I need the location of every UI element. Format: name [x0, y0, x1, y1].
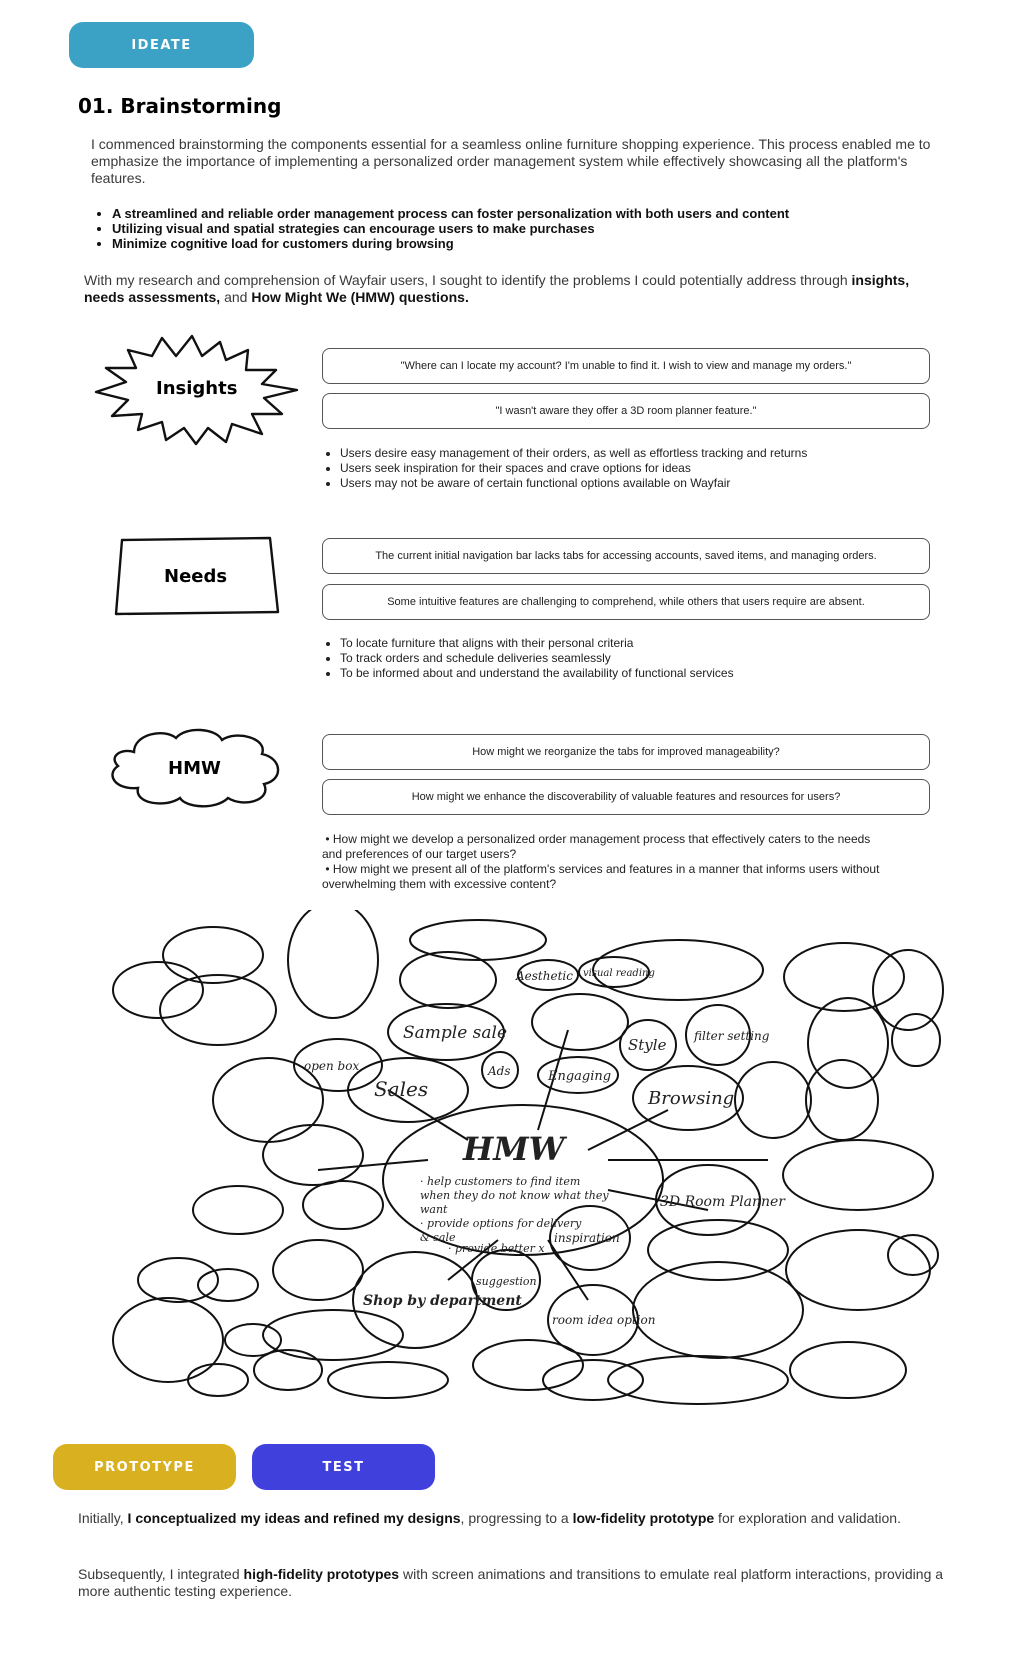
mindmap-center-note: · provide options for delivery	[420, 1217, 582, 1230]
mindmap-node-label: Aesthetic	[516, 969, 573, 983]
hmw-list	[322, 832, 882, 892]
mindmap-center-note: · provide better x	[448, 1242, 545, 1255]
insights-list	[320, 446, 807, 491]
insight-quote-box: "I wasn't aware they offer a 3D room planner feature."	[322, 393, 930, 429]
list-item: • Users desire easy management of their orders, as well as effortless tracking and returns	[340, 446, 807, 461]
research-text: With my research and comprehension of Wayfair users, I sought to identify the problems I could potentially address through	[84, 272, 852, 288]
ideate-stage-tag: IDEATE	[69, 22, 254, 68]
mindmap-center-label: HMW	[463, 1130, 565, 1168]
hmw-question-box: How might we enhance the discoverability of valuable features and resources for users?	[322, 779, 930, 815]
closing-text: Initially,	[78, 1510, 128, 1526]
list-item: • Utilizing visual and spatial strategies can encourage users to make purchases	[112, 221, 972, 236]
mindmap-node-label: room idea option	[552, 1313, 656, 1327]
closing-paragraph-2	[78, 1566, 948, 1600]
needs-list	[320, 636, 734, 681]
mindmap-node-label: Style	[628, 1036, 667, 1054]
research-bold-insights: insights, needs assessments,	[84, 272, 910, 305]
insights-label: Insights	[156, 378, 238, 399]
mindmap-node-label: visual reading	[583, 968, 655, 979]
closing-bold: high-fidelity prototypes	[243, 1566, 400, 1582]
list-item: • How might we present all of the platform's services and features in a manner that informs users without overwhelming them with excessive content?	[322, 862, 880, 891]
key-points-list	[90, 206, 972, 251]
mindmap-node-label: filter setting	[694, 1029, 770, 1043]
closing-paragraph-1	[78, 1510, 948, 1527]
mindmap-node-label: Engaging	[548, 1069, 612, 1084]
mindmap-node-label: Ads	[488, 1064, 511, 1078]
mindmap-node-label: Browsing	[648, 1088, 735, 1109]
research-paragraph	[84, 272, 944, 306]
mindmap-center-note: & sale	[420, 1231, 456, 1244]
list-item: • To be informed about and understand the availability of functional services	[340, 666, 734, 681]
mindmap-center-note: when they do not know what they	[420, 1189, 609, 1202]
hmw-question-box: How might we reorganize the tabs for improved manageability?	[322, 734, 930, 770]
hmw-point-text: How might we develop a personalized order management process that effectively caters to the needs and preferences of our target users?	[322, 832, 871, 861]
mindmap-node-label: open box	[304, 1059, 360, 1073]
insight-quote-box: "Where can I locate my account? I'm unable to find it. I wish to view and manage my orders."	[322, 348, 930, 384]
closing-text: with screen animations and transitions to emulate real platform interactions, providing a more authentic testing experience.	[78, 1566, 944, 1599]
test-stage-tag: TEST	[252, 1444, 435, 1490]
closing-text: , progressing to a	[460, 1510, 573, 1526]
mindmap-node-label: 3D Room Planner	[660, 1194, 785, 1210]
list-item: • To track orders and schedule deliveries seamlessly	[340, 651, 734, 666]
needs-statement-box: The current initial navigation bar lacks tabs for accessing accounts, saved items, and managing orders.	[322, 538, 930, 574]
mindmap-node-label: Shop by department	[363, 1293, 522, 1309]
list-item: • Users may not be aware of certain functional options available on Wayfair	[340, 476, 807, 491]
hmw-point-text: How might we present all of the platform's services and features in a manner that informs users without overwhelming them with excessive content?	[322, 862, 880, 891]
mindmap-center-note: want	[420, 1203, 448, 1216]
list-item: • A streamlined and reliable order management process can foster personalization with both users and content	[112, 206, 972, 221]
closing-bold: low-fidelity prototype	[572, 1510, 715, 1526]
list-item: • How might we develop a personalized order management process that effectively caters to the needs and preferences of our target users?	[322, 832, 871, 861]
intro-paragraph: I commenced brainstorming the components essential for a seamless online furniture shopping experience. This process enabled me to emphasize the importance of implementing a personalized order management system while effectively showcasing all the platform's features.	[91, 136, 931, 186]
closing-text: for exploration and validation.	[714, 1510, 901, 1526]
mindmap-node-label: Sample sale	[403, 1023, 508, 1043]
needs-statement-box: Some intuitive features are challenging to comprehend, while others that users require are absent.	[322, 584, 930, 620]
section-title: 01. Brainstorming	[78, 94, 282, 118]
needs-label: Needs	[164, 566, 228, 587]
mindmap-node-label: Sales	[374, 1077, 429, 1101]
mindmap-center-note: · help customers to find item	[420, 1175, 581, 1188]
list-item: • Minimize cognitive load for customers during browsing	[112, 236, 972, 251]
closing-bold: I conceptualized my ideas and refined my designs	[127, 1510, 461, 1526]
prototype-stage-tag: PROTOTYPE	[53, 1444, 236, 1490]
closing-text: Subsequently, I integrated	[78, 1566, 244, 1582]
mindmap-node-label: suggestion	[476, 1275, 537, 1288]
list-item: • To locate furniture that aligns with their personal criteria	[340, 636, 734, 651]
mindmap-node-label: inspiration	[554, 1231, 620, 1245]
research-bold-hmw: How Might We (HMW) questions.	[251, 289, 469, 305]
brainstorm-mindmap-sketch	[68, 910, 968, 1420]
list-item: • Users seek inspiration for their spaces and crave options for ideas	[340, 461, 807, 476]
hmw-label: HMW	[168, 758, 221, 779]
research-text-and: and	[220, 289, 252, 305]
